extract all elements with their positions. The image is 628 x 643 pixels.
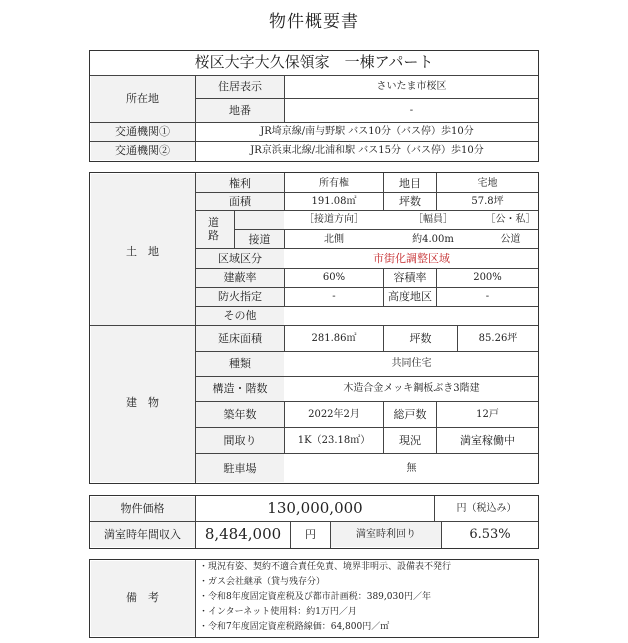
remark-line: ・ガス会社継承（貸与残存分） bbox=[199, 577, 326, 587]
structure-label: 構造・階数 bbox=[212, 382, 268, 395]
floor-area-label: 延床面積 bbox=[218, 332, 262, 345]
land-tsubo-value: 57.8坪 bbox=[471, 196, 504, 207]
land-area-value: 191.08㎡ bbox=[311, 196, 357, 207]
remark-line: ・令和8年度固定資産税及び都市計画税：389,030円／年 bbox=[199, 592, 431, 602]
price-unit: 円（税込み） bbox=[456, 503, 517, 514]
building-tsubo-value: 85.26坪 bbox=[478, 333, 518, 344]
coverage-label: 建蔽率 bbox=[223, 271, 257, 284]
built-label: 築年数 bbox=[223, 408, 257, 421]
land-header: 土 地 bbox=[126, 245, 159, 258]
road-width-header: ［幅員］ bbox=[413, 214, 453, 225]
units-label: 総戸数 bbox=[393, 408, 427, 421]
layout-label: 間取り bbox=[223, 434, 257, 447]
remark-line: ・インターネット使用料：約1万円／月 bbox=[199, 607, 357, 617]
structure-value: 木造合金メッキ鋼板ぶき3階建 bbox=[343, 383, 480, 394]
property-name: 桜区大字大久保領家 一棟アパート bbox=[194, 53, 434, 71]
lot-value: - bbox=[409, 105, 414, 116]
far-label: 容積率 bbox=[393, 271, 427, 284]
building-header: 建 物 bbox=[126, 396, 159, 409]
built-value: 2022年2月 bbox=[308, 409, 360, 420]
status-value: 満室稼働中 bbox=[460, 434, 515, 447]
transport-label-2: 交通機関② bbox=[115, 144, 170, 157]
units-value: 12戸 bbox=[476, 409, 499, 420]
address-label: 住居表示 bbox=[218, 80, 262, 93]
transport-value-1: JR埼京線/南与野駅 バス10分（バス停）歩10分 bbox=[260, 126, 474, 137]
far-value: 200% bbox=[473, 272, 502, 283]
remarks-header: 備 考 bbox=[126, 591, 159, 604]
zoning-value: 市街化調整区域 bbox=[373, 252, 450, 265]
floor-area-value: 281.86㎡ bbox=[311, 333, 357, 344]
price-value: 130,000,000 bbox=[267, 499, 363, 517]
building-tsubo-label: 坪数 bbox=[409, 332, 432, 345]
rights-value: 所有権 bbox=[319, 178, 349, 189]
fire-value: - bbox=[332, 291, 336, 302]
yield-value: 6.53% bbox=[469, 527, 511, 542]
transport-value-2: JR京浜東北線/北浦和駅 バス15分（バス停）歩10分 bbox=[250, 145, 484, 156]
road-type-header: ［公・私］ bbox=[485, 214, 536, 225]
frontage-direction: 北側 bbox=[324, 234, 344, 245]
income-value: 8,484,000 bbox=[204, 525, 282, 543]
other-label: その他 bbox=[223, 309, 257, 322]
coverage-value: 60% bbox=[322, 272, 346, 283]
category-value: 宅地 bbox=[477, 178, 498, 189]
lot-label: 地番 bbox=[229, 104, 251, 117]
rights-label: 権利 bbox=[229, 177, 251, 190]
height-district-value: - bbox=[485, 291, 490, 302]
location-header: 所在地 bbox=[126, 92, 159, 105]
frontage-label: 接道 bbox=[248, 233, 271, 246]
document-title: 物件概要書 bbox=[269, 12, 359, 32]
road-direction-header: ［接道方向］ bbox=[304, 214, 364, 225]
layout-value: 1K（23.18㎡） bbox=[297, 435, 371, 446]
height-district-label: 高度地区 bbox=[388, 290, 432, 303]
road-label: 道路 bbox=[208, 216, 219, 242]
transport-label-1: 交通機関① bbox=[115, 125, 170, 138]
income-unit: 円 bbox=[305, 528, 316, 541]
remark-line: ・令和7年度固定資産税路線価：64,800円／㎡ bbox=[199, 622, 390, 632]
yield-label: 満室時利回り bbox=[356, 529, 416, 540]
status-label: 現況 bbox=[399, 434, 421, 447]
price-label: 物件価格 bbox=[120, 502, 165, 515]
income-label: 満室時年間収入 bbox=[104, 528, 181, 541]
frontage-width: 約4.00m bbox=[412, 234, 454, 245]
fire-label: 防火指定 bbox=[218, 290, 262, 303]
parking-label: 駐車場 bbox=[223, 462, 257, 475]
land-tsubo-label: 坪数 bbox=[399, 195, 421, 208]
address-value: さいたま市桜区 bbox=[376, 81, 447, 92]
frontage-type: 公道 bbox=[500, 234, 521, 245]
zoning-label: 区域区分 bbox=[218, 252, 262, 265]
land-area-label: 面積 bbox=[229, 195, 251, 208]
category-label: 地目 bbox=[399, 177, 421, 190]
remark-line: ・現況有姿、契約不適合責任免責、境界非明示、設備表不発行 bbox=[199, 562, 452, 572]
type-value: 共同住宅 bbox=[391, 358, 432, 369]
parking-value: 無 bbox=[406, 463, 417, 474]
type-label: 種類 bbox=[229, 357, 251, 370]
